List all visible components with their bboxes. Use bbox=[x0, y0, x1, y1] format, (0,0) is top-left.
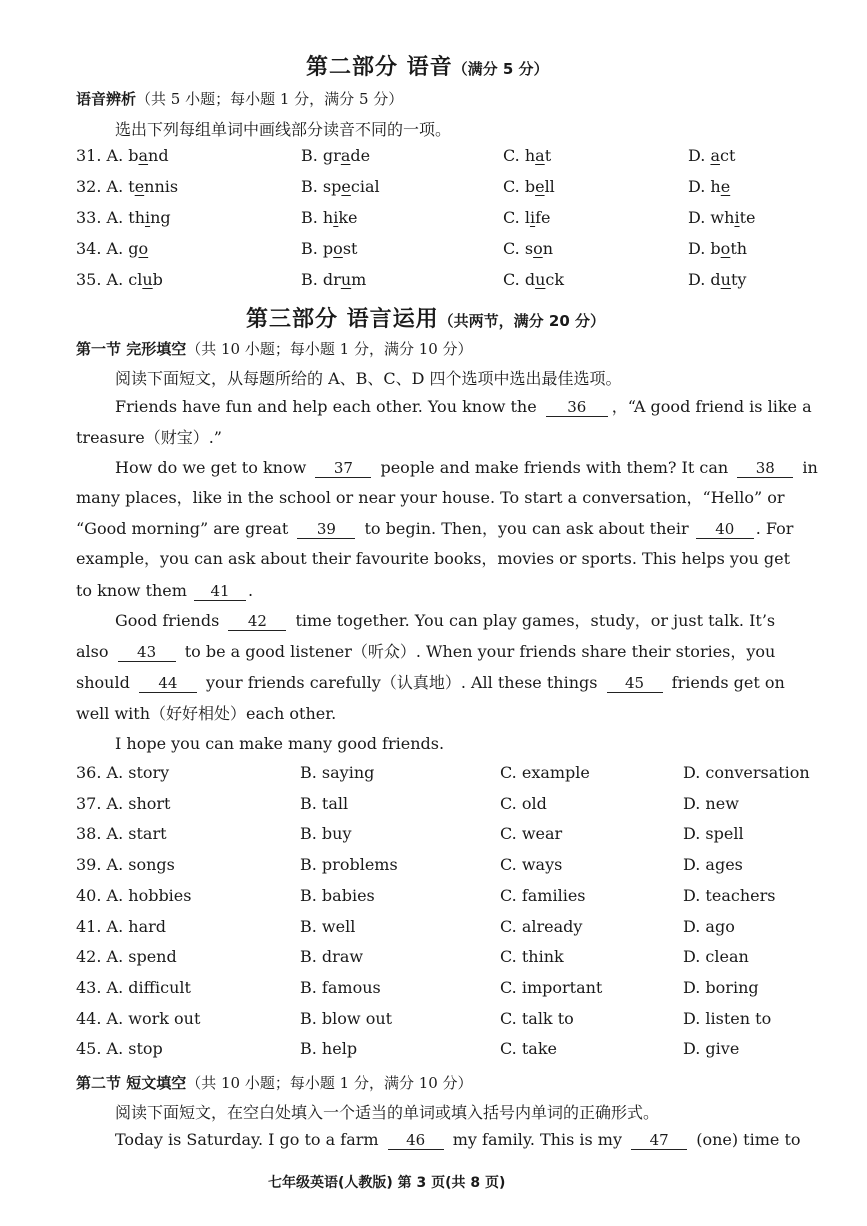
part2-heading bbox=[306, 50, 549, 81]
cloze-option-39-d[interactable]: D. ages bbox=[683, 855, 743, 875]
passage-line-8 bbox=[115, 605, 775, 636]
page-footer: 七年级英语(人教版) 第 3 页(共 8 页) bbox=[268, 1175, 506, 1191]
passage-text: (one) time to bbox=[696, 1130, 801, 1149]
underlined-letter: e bbox=[341, 177, 351, 196]
option-text: B. p bbox=[301, 239, 334, 258]
passage-line-3 bbox=[115, 452, 818, 483]
option-text: C. h bbox=[503, 146, 536, 165]
passage-text: in bbox=[802, 458, 818, 477]
passage-text: to be a good listener（听众）. When your friends share their stories，you bbox=[184, 642, 776, 661]
blank-47[interactable]: 47 bbox=[631, 1131, 687, 1150]
passage-text: people and make friends with them? It can bbox=[380, 458, 729, 477]
phonetics-option-33-c[interactable] bbox=[503, 208, 550, 227]
option-text: D. bbox=[688, 146, 711, 165]
option-text: ng bbox=[150, 208, 171, 227]
phonetics-option-31-c[interactable] bbox=[503, 146, 551, 165]
passage-line-1 bbox=[115, 391, 812, 422]
cloze-option-45-b[interactable]: B. help bbox=[300, 1039, 358, 1059]
cloze-option-36-d[interactable]: D. conversation bbox=[683, 763, 810, 782]
cloze-option-43-d[interactable]: D. boring bbox=[683, 977, 759, 997]
cloze-option-38-b[interactable]: B. buy bbox=[300, 824, 352, 844]
option-text: 34. A. g bbox=[76, 239, 139, 258]
cloze-option-45-d[interactable]: D. give bbox=[683, 1039, 740, 1059]
passage-text: . bbox=[248, 581, 254, 600]
option-text: C. l bbox=[503, 208, 530, 227]
underlined-letter: e bbox=[720, 177, 731, 196]
phonetics-section-rest: （共 5 小题；每小题 1 分，满分 5 分） bbox=[136, 90, 404, 108]
phonetics-option-35-a[interactable] bbox=[76, 270, 163, 289]
option-text: B. h bbox=[301, 208, 334, 227]
option-text: B. gr bbox=[301, 146, 341, 165]
blank-38[interactable]: 38 bbox=[737, 459, 793, 478]
underlined-letter: a bbox=[340, 146, 351, 165]
cloze-option-38-c[interactable]: C. wear bbox=[500, 824, 563, 844]
blank-46[interactable]: 46 bbox=[388, 1131, 444, 1150]
phonetics-option-31-d[interactable] bbox=[688, 146, 735, 165]
phonetics-option-31-a[interactable] bbox=[76, 146, 169, 165]
option-text: ct bbox=[719, 146, 736, 165]
passage-text: your friends carefully（认真地）. All these things bbox=[206, 673, 598, 692]
blank-39[interactable]: 39 bbox=[297, 520, 355, 539]
underlined-letter: u bbox=[142, 270, 153, 289]
option-text: ll bbox=[544, 177, 555, 196]
underlined-letter: i bbox=[333, 208, 339, 227]
phonetics-option-34-b[interactable] bbox=[301, 239, 357, 258]
passage-text: friends get on bbox=[671, 673, 785, 692]
passage-line-2: treasure（财宝）.” bbox=[76, 428, 222, 447]
cloze-option-41-b[interactable]: B. well bbox=[300, 916, 356, 936]
cloze-option-40-d[interactable]: D. teachers bbox=[683, 885, 776, 905]
cloze-option-45-c[interactable]: C. take bbox=[500, 1039, 557, 1059]
underlined-letter: a bbox=[535, 146, 545, 165]
cloze-option-36-c[interactable]: C. example bbox=[500, 763, 590, 782]
cloze-option-37-c[interactable]: C. old bbox=[500, 793, 547, 813]
cloze-option-43-c[interactable]: C. important bbox=[500, 977, 603, 997]
blank-40[interactable]: 40 bbox=[696, 520, 754, 539]
cloze-option-44-b[interactable]: B. blow out bbox=[300, 1008, 393, 1028]
cloze-instruction: 阅读下面短文，从每题所给的 A、B、C、D 四个选项中选出最佳选项。 bbox=[115, 369, 622, 388]
passage-text: Friends have fun and help each other. You know the bbox=[115, 397, 537, 416]
fill-instruction: 阅读下面短文，在空白处填入一个适当的单词或填入括号内单词的正确形式。 bbox=[115, 1103, 660, 1122]
passage-text: How do we get to know bbox=[115, 458, 307, 477]
cloze-option-41-a[interactable]: 41. A. hard bbox=[76, 916, 166, 936]
option-text: b bbox=[152, 270, 163, 289]
underlined-letter: u bbox=[340, 270, 352, 289]
option-text: D. h bbox=[688, 177, 721, 196]
option-text: ty bbox=[730, 270, 747, 289]
passage-line-12: I hope you can make many good friends. bbox=[115, 734, 445, 753]
cloze-option-38-a[interactable]: 38. A. start bbox=[76, 824, 167, 844]
underlined-letter: a bbox=[710, 146, 720, 165]
cloze-option-37-a[interactable]: 37. A. short bbox=[76, 793, 171, 813]
phonetics-option-35-d[interactable] bbox=[688, 270, 746, 289]
passage-line-5 bbox=[76, 513, 793, 544]
passage-text: my family. This is my bbox=[452, 1130, 623, 1149]
option-text: ke bbox=[338, 208, 358, 227]
underlined-letter: u bbox=[535, 270, 546, 289]
option-text: C. s bbox=[503, 239, 534, 258]
phonetics-option-34-c[interactable] bbox=[503, 239, 553, 258]
passage-line-7 bbox=[76, 575, 253, 606]
option-text: C. d bbox=[503, 270, 536, 289]
cloze-option-42-c[interactable]: C. think bbox=[500, 947, 564, 967]
cloze-option-43-a[interactable]: 43. A. difficult bbox=[76, 977, 191, 997]
cloze-option-42-b[interactable]: B. draw bbox=[300, 947, 364, 967]
part3-heading bbox=[246, 302, 605, 333]
cloze-section-title: 第一节 完形填空 bbox=[76, 340, 187, 358]
cloze-option-43-b[interactable]: B. famous bbox=[300, 977, 381, 997]
passage-text: . For bbox=[755, 519, 794, 538]
underlined-letter: o bbox=[138, 239, 149, 258]
cloze-option-41-d[interactable]: D. ago bbox=[683, 916, 735, 936]
fill-section-heading bbox=[76, 1072, 473, 1093]
passage-line-9 bbox=[76, 636, 775, 667]
phonetics-instruction: 选出下列每组单词中画线部分读音不同的一项。 bbox=[115, 120, 452, 139]
cloze-section-heading bbox=[76, 338, 473, 359]
cloze-option-39-c[interactable]: C. ways bbox=[500, 855, 563, 875]
underlined-letter: i bbox=[734, 208, 740, 227]
cloze-section-rest: （共 10 小题；每小题 1 分，满分 10 分） bbox=[186, 340, 473, 358]
phonetics-option-33-d[interactable] bbox=[688, 208, 755, 227]
passage-line-11: well with（好好相处）each other. bbox=[76, 704, 337, 723]
option-text: cial bbox=[350, 177, 380, 196]
option-text: nnis bbox=[144, 177, 179, 196]
passage-text: time together. You can play games，study，or just talk. It’s bbox=[295, 611, 776, 630]
fill-section-title: 第二节 短文填空 bbox=[76, 1074, 187, 1092]
cloze-option-42-a[interactable]: 42. A. spend bbox=[76, 947, 177, 967]
cloze-option-37-b[interactable]: B. tall bbox=[300, 793, 349, 813]
passage-text: should bbox=[76, 673, 130, 692]
option-text: st bbox=[342, 239, 358, 258]
cloze-option-39-a[interactable]: 39. A. songs bbox=[76, 855, 175, 875]
option-text: 32. A. t bbox=[76, 177, 135, 196]
cloze-option-44-c[interactable]: C. talk to bbox=[500, 1008, 574, 1028]
phonetics-section-title: 语音辨析 bbox=[76, 90, 137, 108]
part2-title: 第二部分 语音 bbox=[306, 55, 453, 80]
passage-text: ，“A good friend is like a bbox=[611, 397, 812, 416]
cloze-option-38-d[interactable]: D. spell bbox=[683, 824, 744, 844]
option-text: B. sp bbox=[301, 177, 342, 196]
option-text: ck bbox=[545, 270, 565, 289]
option-text: de bbox=[350, 146, 371, 165]
passage-text: “Good morning” are great bbox=[76, 519, 289, 538]
cloze-option-40-a[interactable]: 40. A. hobbies bbox=[76, 885, 192, 905]
blank-41[interactable]: 41 bbox=[194, 582, 246, 601]
phonetics-option-33-a[interactable] bbox=[76, 208, 171, 227]
passage-line-4: many places，like in the school or near your house. To start a conversation，“Hello” or bbox=[76, 488, 785, 507]
passage-text: also bbox=[76, 642, 109, 661]
option-text: n bbox=[542, 239, 554, 258]
passage-line-6: example，you can ask about their favourite books，movies or sports. This helps you get bbox=[76, 549, 791, 568]
phonetics-option-31-b[interactable] bbox=[301, 146, 370, 165]
cloze-option-40-b[interactable]: B. babies bbox=[300, 885, 375, 905]
passage-text: to begin. Then，you can ask about their bbox=[364, 519, 689, 538]
option-text: C. b bbox=[503, 177, 536, 196]
phonetics-option-35-b[interactable] bbox=[301, 270, 366, 289]
passage-text: Good friends bbox=[115, 611, 220, 630]
option-text: D. wh bbox=[688, 208, 735, 227]
part2-score: （满分 5 分） bbox=[452, 60, 549, 78]
underlined-letter: e bbox=[134, 177, 145, 196]
blank-37[interactable]: 37 bbox=[315, 459, 371, 478]
cloze-option-36-a[interactable]: 36. A. story bbox=[76, 763, 170, 782]
underlined-letter: i bbox=[529, 208, 536, 227]
phonetics-section-heading bbox=[76, 88, 403, 109]
phonetics-option-32-d[interactable] bbox=[688, 177, 730, 196]
option-text: D. b bbox=[688, 239, 721, 258]
part3-score: （共两节，满分 20 分） bbox=[438, 312, 605, 330]
option-text: D. d bbox=[688, 270, 721, 289]
cloze-option-42-d[interactable]: D. clean bbox=[683, 947, 749, 967]
blank-42[interactable]: 42 bbox=[228, 612, 286, 631]
underlined-letter: o bbox=[533, 239, 543, 258]
option-text: B. dr bbox=[301, 270, 341, 289]
phonetics-option-35-c[interactable] bbox=[503, 270, 564, 289]
passage-text: to know them bbox=[76, 581, 187, 600]
fill-passage-line-1 bbox=[115, 1124, 801, 1155]
option-text: m bbox=[351, 270, 367, 289]
phonetics-option-32-b[interactable] bbox=[301, 177, 380, 196]
phonetics-option-33-b[interactable] bbox=[301, 208, 358, 227]
underlined-letter: o bbox=[333, 239, 343, 258]
cloze-option-44-a[interactable]: 44. A. work out bbox=[76, 1008, 201, 1028]
option-text: te bbox=[739, 208, 756, 227]
phonetics-option-34-a[interactable] bbox=[76, 239, 148, 258]
fill-section-rest: （共 10 小题；每小题 1 分，满分 10 分） bbox=[186, 1074, 473, 1092]
phonetics-option-32-a[interactable] bbox=[76, 177, 178, 196]
phonetics-option-34-d[interactable] bbox=[688, 239, 747, 258]
cloze-option-45-a[interactable]: 45. A. stop bbox=[76, 1039, 163, 1059]
option-text: 35. A. cl bbox=[76, 270, 143, 289]
part3-title: 第三部分 语言运用 bbox=[246, 307, 439, 332]
underlined-letter: i bbox=[145, 208, 151, 227]
option-text: t bbox=[544, 146, 552, 165]
underlined-letter: u bbox=[720, 270, 731, 289]
cloze-option-36-b[interactable]: B. saying bbox=[300, 763, 375, 782]
blank-36[interactable]: 36 bbox=[546, 398, 608, 417]
blank-45[interactable]: 45 bbox=[607, 674, 663, 693]
option-text: 33. A. th bbox=[76, 208, 145, 227]
passage-line-10 bbox=[76, 667, 785, 698]
blank-43[interactable]: 43 bbox=[118, 643, 176, 662]
option-text: fe bbox=[535, 208, 551, 227]
cloze-option-41-c[interactable]: C. already bbox=[500, 916, 583, 936]
option-text: nd bbox=[148, 146, 169, 165]
cloze-option-44-d[interactable]: D. listen to bbox=[683, 1008, 772, 1028]
option-text: th bbox=[730, 239, 748, 258]
passage-text: Today is Saturday. I go to a farm bbox=[115, 1130, 379, 1149]
phonetics-option-32-c[interactable] bbox=[503, 177, 555, 196]
underlined-letter: a bbox=[138, 146, 149, 165]
blank-44[interactable]: 44 bbox=[139, 674, 197, 693]
underlined-letter: e bbox=[535, 177, 545, 196]
option-text: 31. A. b bbox=[76, 146, 139, 165]
cloze-option-37-d[interactable]: D. new bbox=[683, 793, 739, 813]
cloze-option-40-c[interactable]: C. families bbox=[500, 885, 586, 905]
cloze-option-39-b[interactable]: B. problems bbox=[300, 855, 398, 875]
underlined-letter: o bbox=[720, 239, 731, 258]
